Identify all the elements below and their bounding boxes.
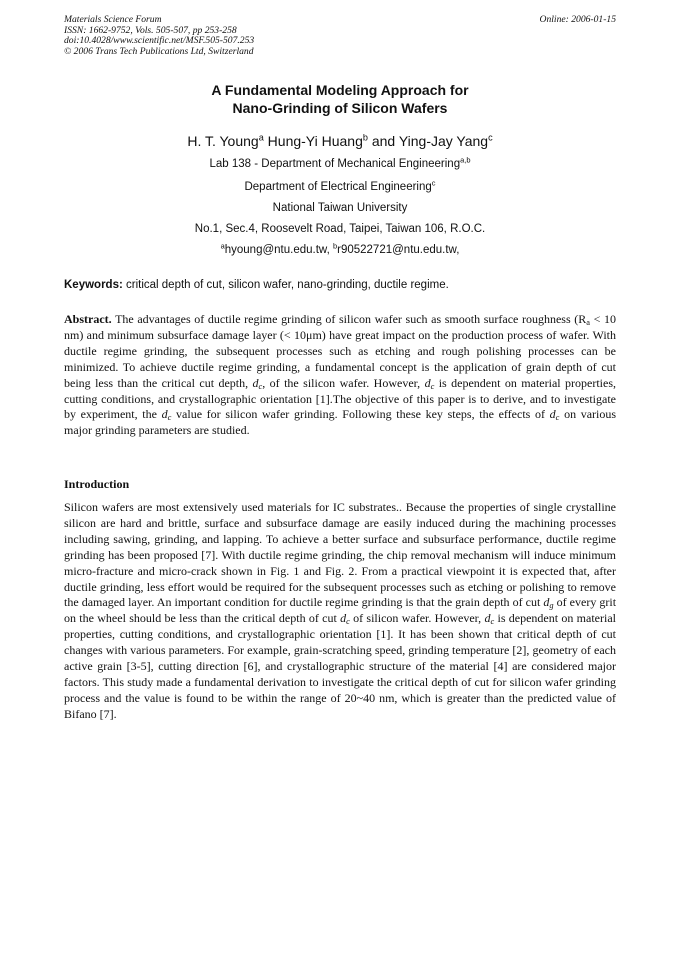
abstract	[64, 312, 616, 439]
title-line-1: A Fundamental Modeling Approach for	[211, 82, 469, 98]
abstract-dc-symbol: d	[252, 375, 259, 390]
author-3-sup: c	[488, 132, 493, 143]
abstract-text-1: The advantages of ductile regime grinding of silicon wafer such as smooth surface roughness (R	[115, 312, 587, 326]
affiliation-lab-sup: a,b	[460, 155, 471, 165]
abstract-text-4: is dependent on material properties, cutting conditions, and crystallographic orientation [1].The objective of this paper is to derive, and to investigate by experiment, the	[64, 375, 616, 422]
author-emails	[64, 243, 616, 257]
intro-text-3: of silicon wafer. However,	[353, 611, 482, 626]
author-2: Hung-Yi Huang	[267, 133, 363, 149]
affiliation-lab-text: Lab 138 - Department of Mechanical Engineering	[209, 158, 461, 170]
abstract-text-3: , of the silicon wafer. However,	[262, 375, 421, 390]
intro-text-4: is dependent on material properties, cutting conditions, and crystallographic orientation [1]. It has been shown that critical depth of cut changes with various parameters. For example, grain-scratching speed, grinding temperature [2], geometry of each active grain [3-5], cutting direction [6], and crystallographic structure of the material [4] are considered major factors. This study made a fundamental derivation to investigate the critical depth of cut for silicon wafer grinding process and the value is found to be within the range of 20~40 nm, which is greater than the predicted value of Bifano [7].	[64, 611, 616, 721]
abstract-text-2: < 10 nm) and minimum subsurface damage layer (< 10μm) have great impact on the production process of wafer. With ductile regime grinding, the subsequent processes such as etching and rough polishing processes can be minimized. To achieve ductile regime grinding, a fundamental concept is the application of grain depth of cut being less than the critical cut depth,	[64, 312, 616, 390]
keywords-label: Keywords:	[64, 279, 123, 291]
abstract-dc-symbol: d	[424, 375, 431, 390]
paper-title	[64, 81, 616, 117]
email-a[interactable]: hyoung@ntu.edu.tw,	[224, 244, 330, 256]
abstract-label: Abstract.	[64, 312, 112, 326]
abstract-dc-sub: c	[430, 381, 435, 391]
intro-text-2: of every grit on the wheel should be less than the critical depth of cut	[64, 595, 617, 626]
copyright-line: © 2006 Trans Tech Publications Ltd, Switzerland	[64, 45, 254, 57]
intro-text-1: Silicon wafers are most extensively used materials for IC substrates.. Because the properties of single crystalline silicon are hard and brittle, surface and subsurface damage are easily induced during the machining processes including sawing, grinding, and lapping. To achieve a better surface and subsurface performance, ductile regime grinding has been proposed [7]. With ductile regime grinding, the chip removal mechanism will induce minimum micro-fracture and micro-crack shown in Fig. 1 and Fig. 2. From a practical viewpoint it is expected that, after ductile grinding, less effort would be required for the subsequent processes such as etching or polishing to remove the damaged layer. An important condition for ductile regime grinding is that the grain depth of cut	[64, 500, 616, 610]
keywords	[64, 278, 616, 292]
abstract-dc-sub: c	[555, 413, 560, 423]
intro-dc-symbol: d	[484, 611, 491, 626]
affiliation-dept-sup: c	[431, 178, 436, 188]
affiliation-address: No.1, Sec.4, Roosevelt Road, Taipei, Taiwan 106, R.O.C.	[194, 223, 486, 235]
intro-dg-sub: g	[549, 601, 554, 611]
abstract-text-6: on various major grinding parameters are studied.	[64, 407, 617, 438]
intro-dc-sub: c	[346, 617, 350, 627]
abstract-dc-symbol: d	[549, 407, 556, 422]
author-and: and	[371, 133, 396, 149]
intro-dg-symbol: d	[543, 595, 550, 610]
abstract-dc-symbol: d	[161, 407, 168, 422]
email-b[interactable]: r90522721@ntu.edu.tw,	[337, 244, 460, 256]
email-a-sup: a	[220, 241, 225, 251]
affiliation-dept	[64, 180, 616, 194]
intro-dc-symbol: d	[340, 611, 347, 626]
author-list	[64, 133, 616, 150]
author-3: Ying-Jay Yang	[398, 133, 489, 149]
author-1: H. T. Young	[187, 133, 259, 149]
journal-name: Materials Science Forum	[64, 14, 162, 25]
introduction-heading: Introduction	[64, 477, 130, 491]
affiliation-dept-text: Department of Electrical Engineering	[244, 181, 432, 193]
online-date: Online: 2006-01-15	[539, 14, 616, 25]
abstract-ra-sub: a	[586, 318, 590, 328]
author-1-sup: a	[258, 132, 264, 143]
affiliation-lab	[64, 157, 616, 171]
affiliation-university: National Taiwan University	[272, 202, 408, 214]
journal-header	[64, 15, 616, 57]
issn-line: ISSN: 1662-9752, Vols. 505-507, pp 253-258	[64, 24, 237, 36]
abstract-text-5: value for silicon wafer grinding. Following these key steps, the effects of	[176, 407, 545, 422]
title-line-2: Nano-Grinding of Silicon Wafers	[232, 100, 448, 116]
abstract-dc-sub: c	[167, 413, 172, 423]
keywords-text: critical depth of cut, silicon wafer, nano-grinding, ductile regime.	[126, 279, 449, 291]
introduction-body	[64, 500, 616, 723]
author-2-sup: b	[362, 132, 368, 143]
email-b-sup: b	[332, 241, 338, 251]
doi-line[interactable]: doi:10.4028/www.scientific.net/MSF.505-507.253	[64, 35, 255, 47]
abstract-dc-sub: c	[258, 381, 263, 391]
intro-dc-sub: c	[490, 617, 495, 627]
